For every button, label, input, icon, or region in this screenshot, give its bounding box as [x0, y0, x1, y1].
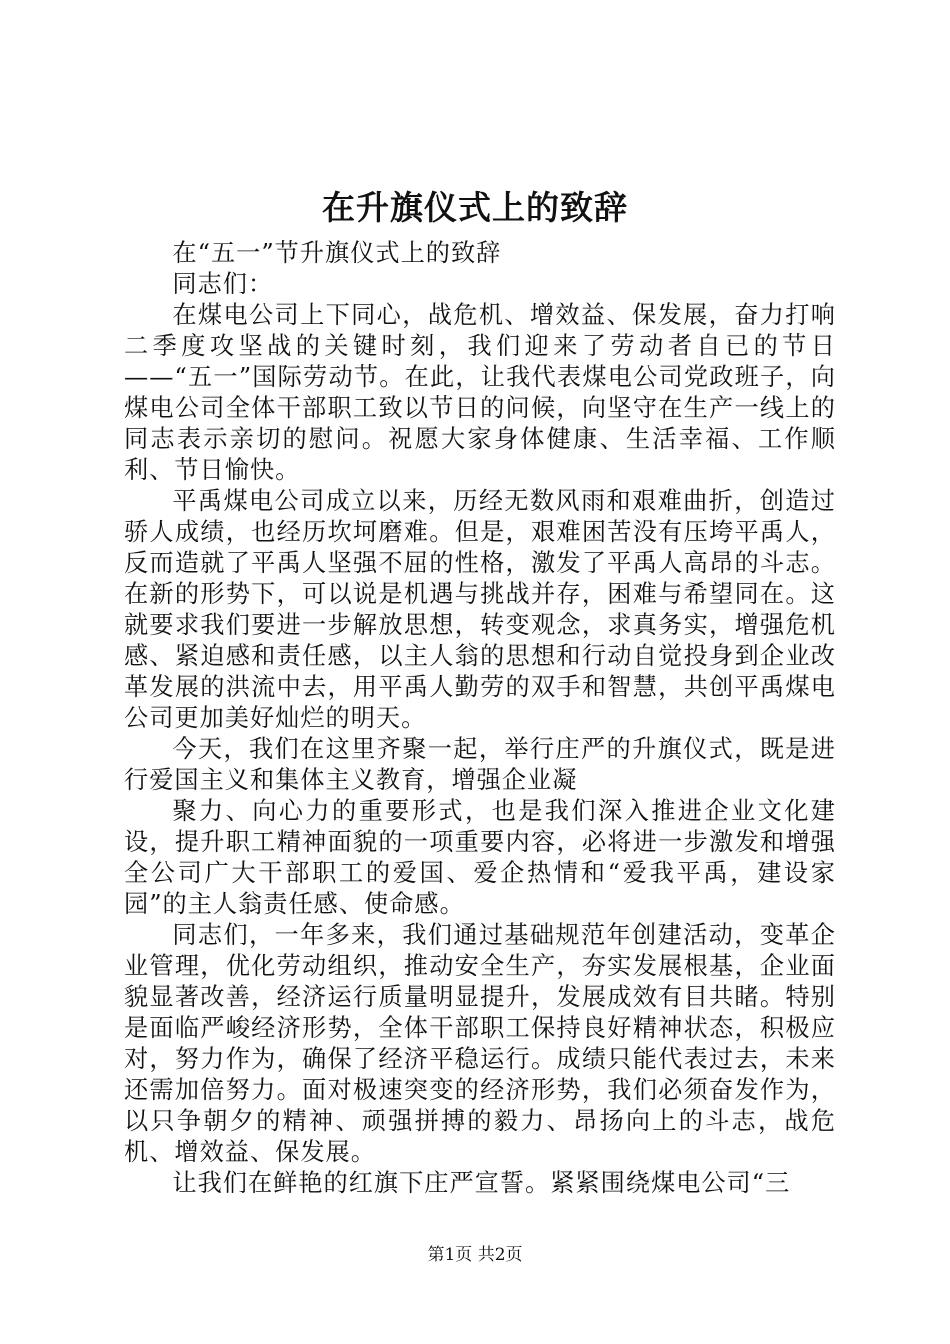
document-title: 在升旗仪式上的致辞 [322, 188, 628, 227]
paragraph: 让我们在鲜艳的红旗下庄严宣誓。紧紧围绕煤电公司“三 [172, 1169, 791, 1197]
paragraph: 聚力、向心力的重要形式，也是我们深入推进企业文化建设，提升职工精神面貌的一项重要内容，必将进一步激发和增强全公司广大干部职工的爱国、爱企热情和“爱我平禹，建设家园”的主人翁责任感、使命感。 [124, 797, 836, 918]
page-number-footer: 第1页 共2页 [427, 1245, 523, 1265]
paragraph-salutation: 同志们： [172, 270, 274, 298]
paragraph: 在煤电公司上下同心，战危机、增效益、保发展，奋力打响二季度攻坚战的关键时刻，我们迎来了劳动者自已的节日——“五一”国际劳动节。在此，让我代表煤电公司党政班子，向煤电公司全体干部职工致以节日的问候，向坚守在生产一线上的同志表示亲切的慰问。祝愿大家身体健康、生活幸福、工作顺利、节日愉快。 [124, 301, 836, 484]
paragraph: 今天，我们在这里齐聚一起，举行庄严的升旗仪式，既是进行爱国主义和集体主义教育，增强企业凝 [124, 735, 836, 794]
document-body [124, 238, 836, 1199]
paragraph-subtitle: 在“五一”节升旗仪式上的致辞 [172, 239, 502, 267]
paragraph: 同志们，一年多来，我们通过基础规范年创建活动，变革企业管理，优化劳动组织，推动安全生产，夯实发展根基，企业面貌显著改善，经济运行质量明显提升，发展成效有目共睹。特别是面临严峻经济形势，全体干部职工保持良好精神状态，积极应对，努力作为，确保了经济平稳运行。成绩只能代表过去，未来还需加倍努力。面对极速突变的经济形势，我们必须奋发作为，以只争朝夕的精神、顽强拼搏的毅力、昂扬向上的斗志，战危机、增效益、保发展。 [124, 921, 836, 1166]
paragraph: 平禹煤电公司成立以来，历经无数风雨和艰难曲折，创造过骄人成绩，也经历坎坷磨难。但是，艰难困苦没有压垮平禹人，反而造就了平禹人坚强不屈的性格，激发了平禹人高昂的斗志。在新的形势下，可以说是机遇与挑战并存，困难与希望同在。这就要求我们要进一步解放思想，转变观念，求真务实，增强危机感、紧迫感和责任感，以主人翁的思想和行动自觉投身到企业改革发展的洪流中去，用平禹人勤劳的双手和智慧，共创平禹煤电公司更加美好灿烂的明天。 [124, 487, 836, 732]
